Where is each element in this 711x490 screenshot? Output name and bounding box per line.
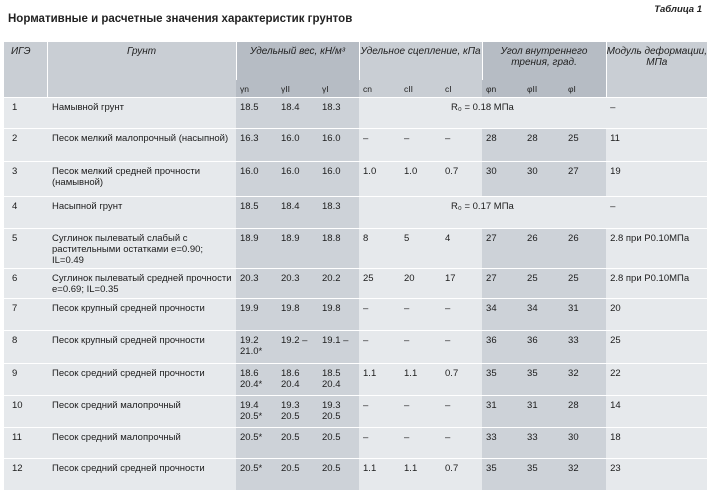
cell-gamma-i: 18.8 bbox=[318, 229, 359, 269]
cell-gamma-i: 19.8 bbox=[318, 299, 359, 331]
table-row bbox=[4, 162, 707, 197]
cell-design-resistance: R₀ = 0.17 МПа bbox=[359, 197, 606, 229]
cell-igeh-number: 10 bbox=[4, 396, 47, 428]
cell-gamma-i: 18.5 20.4 bbox=[318, 364, 359, 396]
cell-soil-name: Песок средний средней прочности bbox=[47, 459, 236, 490]
cell-gamma-ii: 18.6 20.4 bbox=[277, 364, 318, 396]
cell-phi-i: 26 bbox=[564, 229, 606, 269]
cell-modulus: 18 bbox=[606, 428, 707, 459]
cell-c-i: – bbox=[441, 129, 482, 162]
cell-gamma-n: 18.9 bbox=[236, 229, 277, 269]
cell-design-resistance: R₀ = 0.18 МПа bbox=[359, 98, 606, 129]
cell-c-ii: – bbox=[400, 428, 441, 459]
cell-gamma-ii: 16.0 bbox=[277, 162, 318, 197]
table-row bbox=[4, 129, 707, 162]
cell-phi-n: 31 bbox=[482, 396, 523, 428]
cell-phi-n: 30 bbox=[482, 162, 523, 197]
cell-phi-n: 27 bbox=[482, 269, 523, 299]
cell-phi-n: 36 bbox=[482, 331, 523, 364]
cell-c-i: 0.7 bbox=[441, 364, 482, 396]
cell-phi-ii: 25 bbox=[523, 269, 564, 299]
cell-modulus: 19 bbox=[606, 162, 707, 197]
cell-soil-name: Суглинок пылеватый слабый с растительными остатками e=0.90; IL=0.49 bbox=[47, 229, 236, 269]
cell-gamma-n: 16.0 bbox=[236, 162, 277, 197]
table-row bbox=[4, 299, 707, 331]
cell-igeh-number: 2 bbox=[4, 129, 47, 162]
cell-igeh-number: 8 bbox=[4, 331, 47, 364]
cell-phi-i: 28 bbox=[564, 396, 606, 428]
cell-c-n: – bbox=[359, 428, 400, 459]
cell-c-i: – bbox=[441, 428, 482, 459]
subheader-phi-i: φI bbox=[564, 80, 606, 98]
table-row bbox=[4, 428, 707, 459]
cell-modulus: 23 bbox=[606, 459, 707, 490]
header-cohesion: Удельное сцепление, кПа bbox=[359, 42, 482, 80]
header-unit-weight: Удельный вес, кН/м³ bbox=[236, 42, 359, 80]
cell-gamma-i: 20.5 bbox=[318, 459, 359, 490]
header-deformation-modulus: Модуль деформации, МПа bbox=[606, 42, 707, 98]
cell-c-i: 17 bbox=[441, 269, 482, 299]
table-row bbox=[4, 229, 707, 269]
cell-gamma-i: 18.3 bbox=[318, 98, 359, 129]
cell-c-i: 4 bbox=[441, 229, 482, 269]
cell-phi-ii: 33 bbox=[523, 428, 564, 459]
cell-c-n: – bbox=[359, 331, 400, 364]
cell-modulus: 20 bbox=[606, 299, 707, 331]
cell-phi-ii: 31 bbox=[523, 396, 564, 428]
cell-igeh-number: 4 bbox=[4, 197, 47, 229]
cell-phi-n: 33 bbox=[482, 428, 523, 459]
cell-gamma-n: 16.3 bbox=[236, 129, 277, 162]
cell-modulus: 2.8 при Р0.10МПа bbox=[606, 269, 707, 299]
cell-phi-ii: 28 bbox=[523, 129, 564, 162]
cell-c-ii: 1.0 bbox=[400, 162, 441, 197]
table-number-label: Таблица 1 bbox=[654, 4, 702, 15]
cell-phi-n: 35 bbox=[482, 459, 523, 490]
cell-phi-i: 27 bbox=[564, 162, 606, 197]
cell-c-i: 0.7 bbox=[441, 162, 482, 197]
cell-c-n: – bbox=[359, 299, 400, 331]
cell-phi-i: 32 bbox=[564, 459, 606, 490]
cell-gamma-ii: 18.4 bbox=[277, 197, 318, 229]
header-igeh: ИГЭ bbox=[4, 42, 47, 98]
cell-gamma-i: 18.3 bbox=[318, 197, 359, 229]
cell-gamma-ii: 19.2 – bbox=[277, 331, 318, 364]
cell-c-ii: 20 bbox=[400, 269, 441, 299]
cell-gamma-n: 19.4 20.5* bbox=[236, 396, 277, 428]
cell-soil-name: Намывной грунт bbox=[47, 98, 236, 129]
cell-c-n: 1.0 bbox=[359, 162, 400, 197]
cell-igeh-number: 3 bbox=[4, 162, 47, 197]
cell-modulus: 22 bbox=[606, 364, 707, 396]
subheader-phi-n: φn bbox=[482, 80, 523, 98]
cell-c-n: – bbox=[359, 396, 400, 428]
cell-modulus: – bbox=[606, 98, 707, 129]
table-row bbox=[4, 269, 707, 299]
cell-igeh-number: 12 bbox=[4, 459, 47, 490]
cell-gamma-i: 20.5 bbox=[318, 428, 359, 459]
cell-igeh-number: 9 bbox=[4, 364, 47, 396]
subheader-c-n: cn bbox=[359, 80, 400, 98]
cell-phi-i: 33 bbox=[564, 331, 606, 364]
cell-gamma-ii: 18.9 bbox=[277, 229, 318, 269]
cell-gamma-n: 18.5 bbox=[236, 98, 277, 129]
cell-soil-name: Песок средний средней прочности bbox=[47, 364, 236, 396]
cell-phi-ii: 30 bbox=[523, 162, 564, 197]
cell-c-ii: 1.1 bbox=[400, 364, 441, 396]
cell-c-ii: 1.1 bbox=[400, 459, 441, 490]
cell-soil-name: Суглинок пылеватый средней прочности e=0.69; IL=0.35 bbox=[47, 269, 236, 299]
cell-c-ii: – bbox=[400, 396, 441, 428]
cell-phi-n: 34 bbox=[482, 299, 523, 331]
cell-modulus: – bbox=[606, 197, 707, 229]
cell-c-ii: – bbox=[400, 129, 441, 162]
soil-properties-table bbox=[4, 42, 707, 490]
table-row bbox=[4, 364, 707, 396]
header-friction-angle: Угол внутреннего трения, град. bbox=[482, 42, 606, 80]
cell-phi-n: 35 bbox=[482, 364, 523, 396]
subheader-phi-ii: φII bbox=[523, 80, 564, 98]
cell-phi-ii: 35 bbox=[523, 459, 564, 490]
cell-gamma-n: 18.5 bbox=[236, 197, 277, 229]
cell-phi-i: 30 bbox=[564, 428, 606, 459]
cell-phi-ii: 26 bbox=[523, 229, 564, 269]
cell-c-n: 1.1 bbox=[359, 364, 400, 396]
header-soil: Грунт bbox=[47, 42, 236, 98]
cell-gamma-n: 20.5* bbox=[236, 428, 277, 459]
cell-gamma-ii: 19.3 20.5 bbox=[277, 396, 318, 428]
cell-modulus: 14 bbox=[606, 396, 707, 428]
table-title: Нормативные и расчетные значения характеристик грунтов bbox=[8, 13, 353, 25]
cell-phi-i: 32 bbox=[564, 364, 606, 396]
cell-phi-n: 28 bbox=[482, 129, 523, 162]
cell-gamma-i: 16.0 bbox=[318, 129, 359, 162]
cell-c-ii: 5 bbox=[400, 229, 441, 269]
cell-modulus: 25 bbox=[606, 331, 707, 364]
subheader-c-i: cI bbox=[441, 80, 482, 98]
cell-c-n: 1.1 bbox=[359, 459, 400, 490]
cell-c-ii: – bbox=[400, 331, 441, 364]
subheader-gamma-i: γI bbox=[318, 80, 359, 98]
subheader-gamma-n: γn bbox=[236, 80, 277, 98]
table-row bbox=[4, 459, 707, 490]
cell-igeh-number: 5 bbox=[4, 229, 47, 269]
cell-gamma-i: 16.0 bbox=[318, 162, 359, 197]
cell-gamma-i: 19.3 20.5 bbox=[318, 396, 359, 428]
cell-phi-i: 25 bbox=[564, 129, 606, 162]
cell-soil-name: Песок крупный средней прочности bbox=[47, 331, 236, 364]
cell-gamma-n: 20.3 bbox=[236, 269, 277, 299]
cell-gamma-n: 20.5* bbox=[236, 459, 277, 490]
cell-soil-name: Песок средний малопрочный bbox=[47, 428, 236, 459]
cell-soil-name: Песок мелкий средней прочности (намывной) bbox=[47, 162, 236, 197]
table-row bbox=[4, 98, 707, 129]
cell-c-n: – bbox=[359, 129, 400, 162]
cell-c-i: 0.7 bbox=[441, 459, 482, 490]
table-row bbox=[4, 396, 707, 428]
cell-phi-ii: 35 bbox=[523, 364, 564, 396]
cell-phi-i: 25 bbox=[564, 269, 606, 299]
cell-gamma-i: 20.2 bbox=[318, 269, 359, 299]
cell-c-i: – bbox=[441, 396, 482, 428]
cell-c-n: 25 bbox=[359, 269, 400, 299]
cell-soil-name: Песок крупный средней прочности bbox=[47, 299, 236, 331]
cell-igeh-number: 6 bbox=[4, 269, 47, 299]
cell-c-i: – bbox=[441, 331, 482, 364]
cell-soil-name: Насыпной грунт bbox=[47, 197, 236, 229]
cell-gamma-n: 18.6 20.4* bbox=[236, 364, 277, 396]
cell-modulus: 2.8 при Р0.10МПа bbox=[606, 229, 707, 269]
cell-phi-n: 27 bbox=[482, 229, 523, 269]
subheader-c-ii: cII bbox=[400, 80, 441, 98]
table-row bbox=[4, 197, 707, 229]
cell-c-n: 8 bbox=[359, 229, 400, 269]
cell-gamma-i: 19.1 – bbox=[318, 331, 359, 364]
cell-igeh-number: 11 bbox=[4, 428, 47, 459]
cell-gamma-n: 19.2 21.0* bbox=[236, 331, 277, 364]
cell-soil-name: Песок мелкий малопрочный (насыпной) bbox=[47, 129, 236, 162]
cell-gamma-ii: 16.0 bbox=[277, 129, 318, 162]
subheader-gamma-ii: γII bbox=[277, 80, 318, 98]
cell-phi-ii: 36 bbox=[523, 331, 564, 364]
cell-gamma-ii: 18.4 bbox=[277, 98, 318, 129]
cell-modulus: 11 bbox=[606, 129, 707, 162]
cell-igeh-number: 1 bbox=[4, 98, 47, 129]
cell-gamma-ii: 19.8 bbox=[277, 299, 318, 331]
cell-gamma-ii: 20.5 bbox=[277, 428, 318, 459]
cell-soil-name: Песок средний малопрочный bbox=[47, 396, 236, 428]
cell-gamma-ii: 20.5 bbox=[277, 459, 318, 490]
table-row bbox=[4, 331, 707, 364]
cell-phi-i: 31 bbox=[564, 299, 606, 331]
cell-c-i: – bbox=[441, 299, 482, 331]
cell-c-ii: – bbox=[400, 299, 441, 331]
cell-igeh-number: 7 bbox=[4, 299, 47, 331]
cell-gamma-ii: 20.3 bbox=[277, 269, 318, 299]
cell-phi-ii: 34 bbox=[523, 299, 564, 331]
cell-gamma-n: 19.9 bbox=[236, 299, 277, 331]
